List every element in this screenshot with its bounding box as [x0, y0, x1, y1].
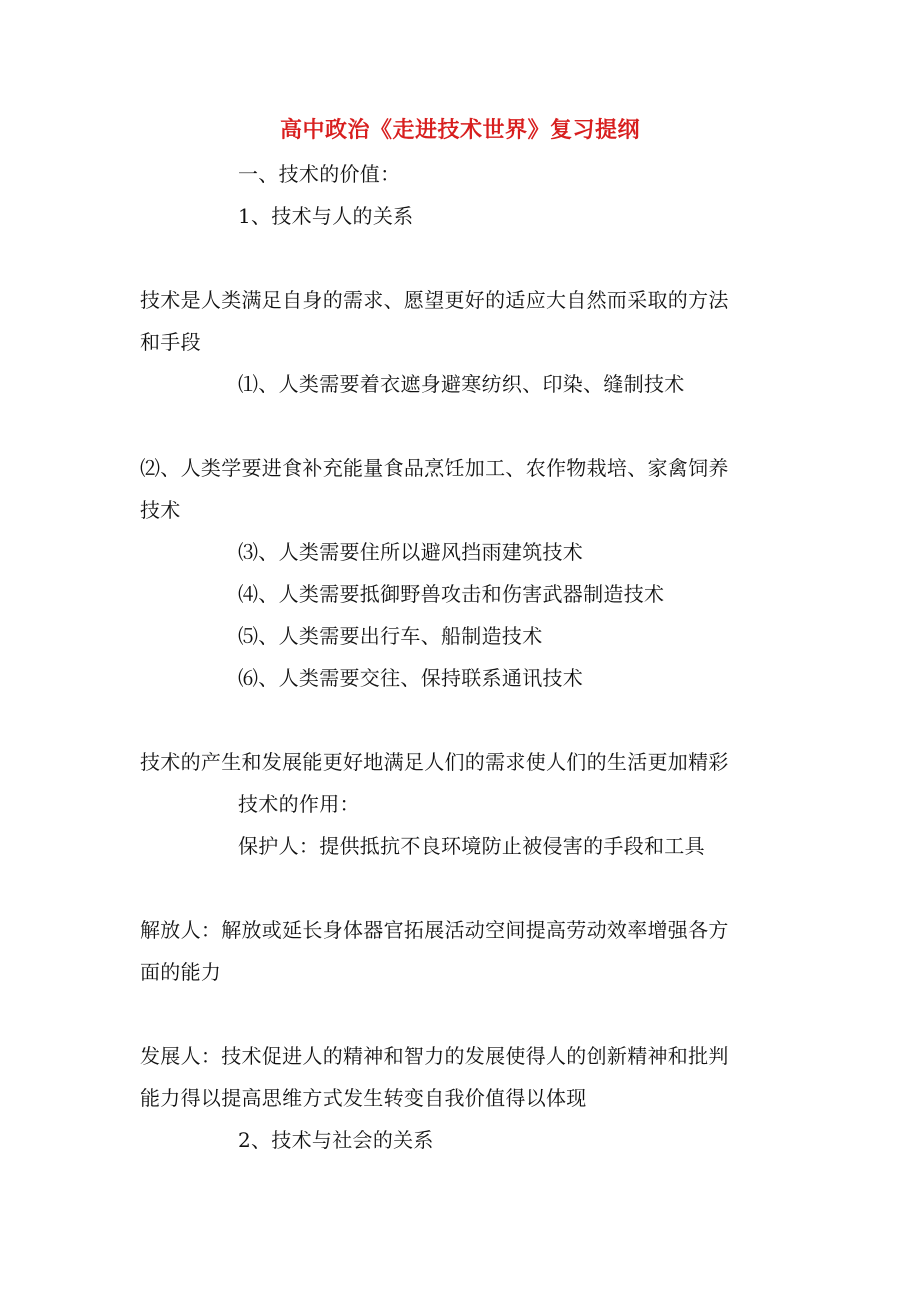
subsection-heading-tech-and-society: 2、技术与社会的关系	[238, 1128, 434, 1152]
list-item-continuation: 技术	[140, 498, 181, 522]
subsection-heading-tech-and-people: 1、技术与人的关系	[238, 204, 414, 228]
list-item: ⑴、人类需要着衣遮身避寒纺织、印染、缝制技术	[238, 372, 685, 396]
list-item: ⑶、人类需要住所以避风挡雨建筑技术	[238, 540, 584, 564]
list-item: ⑹、人类需要交往、保持联系通讯技术	[238, 666, 584, 690]
subheading-tech-function: 技术的作用：	[238, 792, 360, 816]
paragraph-line: 保护人：提供抵抗不良环境防止被侵害的手段和工具	[238, 834, 705, 858]
paragraph-line: 发展人：技术促进人的精神和智力的发展使得人的创新精神和批判	[140, 1044, 729, 1068]
section-heading-tech-value: 一、技术的价值：	[238, 162, 401, 186]
paragraph-line: 技术是人类满足自身的需求、愿望更好的适应大自然而采取的方法	[140, 288, 729, 312]
list-item: ⑷、人类需要抵御野兽攻击和伤害武器制造技术	[238, 582, 665, 606]
paragraph-line: 和手段	[140, 330, 201, 354]
paragraph-line: 面的能力	[140, 960, 222, 984]
list-item: ⑸、人类需要出行车、船制造技术	[238, 624, 543, 648]
paragraph-line: 解放人：解放或延长身体器官拓展活动空间提高劳动效率增强各方	[140, 918, 729, 942]
paragraph-line: 能力得以提高思维方式发生转变自我价值得以体现	[140, 1086, 587, 1110]
list-item: ⑵、人类学要进食补充能量食品烹饪加工、农作物栽培、家禽饲养	[140, 456, 729, 480]
paragraph-line: 技术的产生和发展能更好地满足人们的需求使人们的生活更加精彩	[140, 750, 729, 774]
document-title: 高中政治《走进技术世界》复习提纲	[279, 117, 640, 143]
